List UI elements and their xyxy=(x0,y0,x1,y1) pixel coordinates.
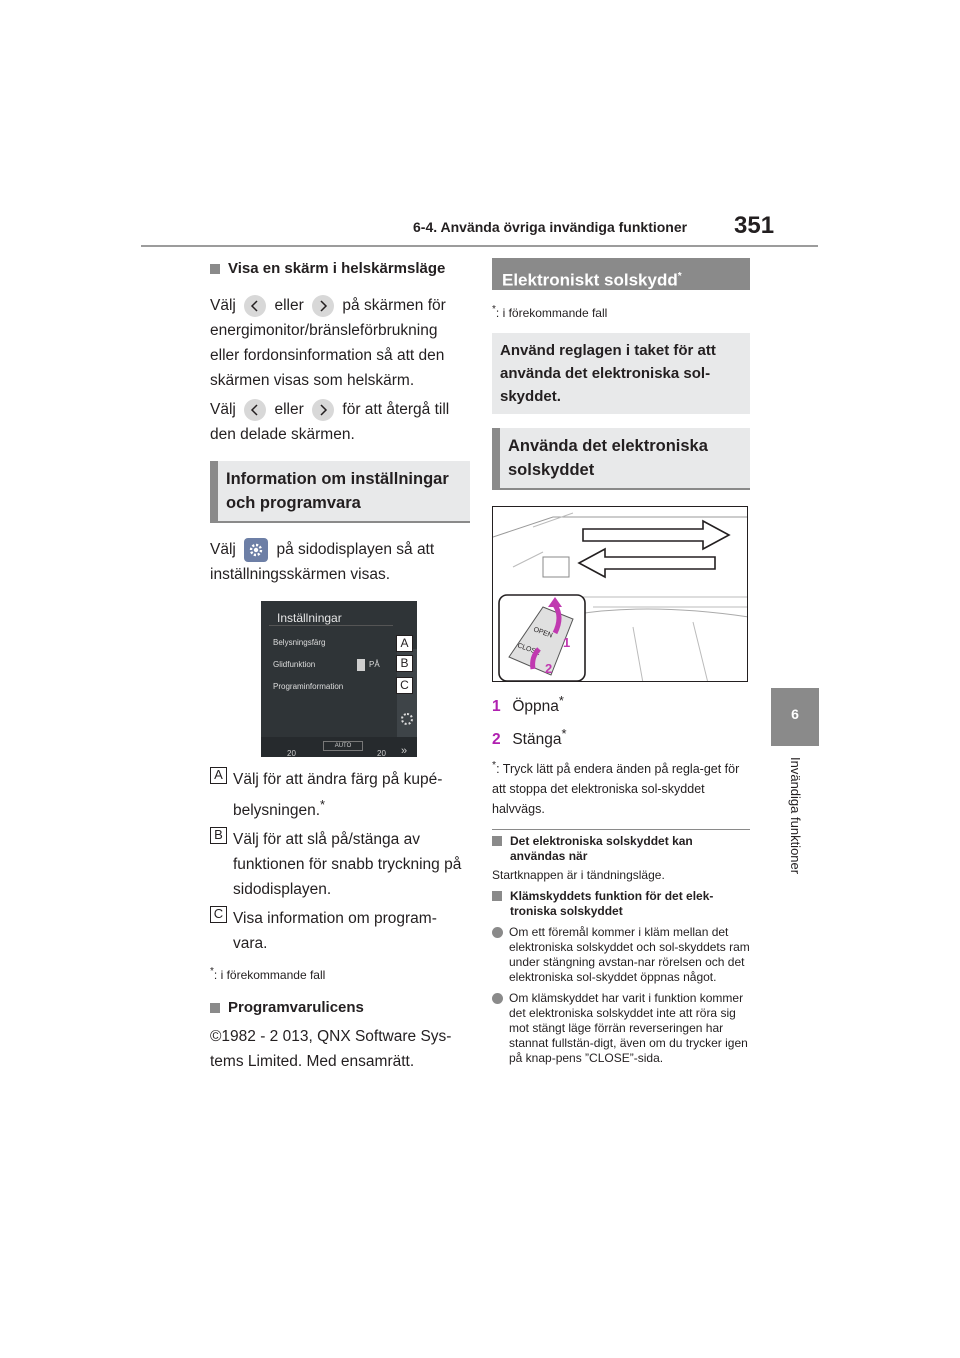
license-heading xyxy=(210,995,470,1020)
cond2-heading: Klämskyddets funktion för det elek-troniska solskyddet xyxy=(510,889,714,919)
step-1-label: Öppna xyxy=(512,698,559,716)
header-divider xyxy=(141,245,818,247)
left-column xyxy=(210,256,470,1074)
text-select: Välj xyxy=(210,541,236,558)
step-2 xyxy=(492,721,750,752)
bullet-2-text: Om klämskyddet har varit i funktion kommer det elektroniska solskyddet inte att röra sig mot stängt läge förrän reverseringen har stannat fullstän-digt, även om du trycker igen på knap-pens ”CLOSE”-sida. xyxy=(509,991,748,1066)
right-footnote xyxy=(492,302,750,321)
letter-box-a: A xyxy=(210,767,227,784)
screen-row-glide-label: Glidfunktion xyxy=(273,660,316,669)
screen-row-glide-value: PÅ xyxy=(369,660,380,669)
asterisk: * xyxy=(561,726,567,742)
return-description: för att återgå till den delade skärmen. xyxy=(210,401,450,443)
license-text: ©1982 - 2 013, QNX Software Sys-tems Limited. Med ensamrätt. xyxy=(210,1028,452,1071)
screen-divider xyxy=(269,625,393,626)
text-or: eller xyxy=(274,401,304,418)
chapter-tab: 6 xyxy=(771,688,819,746)
usage-box: Använd reglagen i taket för att använda det elektroniska sol-skyddet. xyxy=(492,333,750,414)
step-note xyxy=(492,756,750,819)
fullscreen-paragraph-2 xyxy=(210,397,470,447)
cond1-text: Startknappen är i tändningsläge. xyxy=(492,868,665,883)
callout-b: B xyxy=(396,655,413,672)
bullet-1 xyxy=(492,925,750,985)
chevron-right-icon xyxy=(312,295,334,317)
right-footnote-text: : i förekommande fall xyxy=(495,306,608,320)
screen-title: Inställningar xyxy=(277,611,342,625)
text-select: Välj xyxy=(210,297,236,314)
cond1 xyxy=(492,834,750,864)
square-bullet-icon xyxy=(210,264,220,274)
step-2-label: Stänga xyxy=(512,731,562,749)
sunshade-figure xyxy=(492,506,748,682)
settings-description: på sidodisplayen så att inställningsskärmen visas. xyxy=(210,541,435,583)
letter-box-c: C xyxy=(210,906,227,923)
chevron-left-icon xyxy=(244,295,266,317)
double-chevron-icon: » xyxy=(401,745,408,757)
asterisk: * xyxy=(492,760,497,772)
text-select: Välj xyxy=(210,401,236,418)
cond2 xyxy=(492,889,750,919)
asterisk: * xyxy=(558,693,564,708)
section-divider xyxy=(492,829,750,830)
asterisk: * xyxy=(677,271,682,282)
bullet-2 xyxy=(492,991,750,1066)
item-a-body: Välj för att ändra färg på kupé-belysningen. xyxy=(233,771,443,820)
item-a-text xyxy=(233,767,470,823)
screen-row-glide xyxy=(273,657,385,673)
left-footnote xyxy=(210,964,470,983)
square-bullet-icon xyxy=(210,1003,220,1013)
asterisk: * xyxy=(320,797,326,812)
climate-auto: AUTO xyxy=(323,741,363,751)
temp-right: 20 xyxy=(377,749,386,758)
item-b xyxy=(210,827,470,902)
sunshade-banner-text: Elektroniskt solskydd xyxy=(502,270,678,290)
step-1 xyxy=(492,688,750,719)
sunshade-illustration xyxy=(493,507,748,682)
callout-c: C xyxy=(396,677,413,694)
text-or: eller xyxy=(274,297,304,314)
operate-section-heading: Använda det elektroniska solskyddet xyxy=(492,428,750,490)
callout-a: A xyxy=(396,635,413,652)
screen-row-lighting: Belysningsfärg xyxy=(273,638,326,647)
toggle-indicator xyxy=(357,659,365,671)
screen-row-program: Programinformation xyxy=(273,682,344,691)
figure-number-2: 2 xyxy=(545,661,553,676)
asterisk: * xyxy=(210,966,214,978)
circle-bullet-icon xyxy=(492,993,503,1004)
chevron-right-icon xyxy=(312,399,334,421)
square-bullet-icon xyxy=(492,836,502,846)
screen-bottom-bar xyxy=(261,737,417,757)
item-a xyxy=(210,767,470,823)
gear-icon xyxy=(401,713,413,725)
bullet-1-text: Om ett föremål kommer i kläm mellan det elektroniska solskyddet och sol-skyddets ram under stängning avstan-nar rörelsen och det elektroniska sol-skyddet öppnas något. xyxy=(509,925,750,985)
sunshade-banner xyxy=(492,258,750,290)
asterisk: * xyxy=(492,304,496,315)
chevron-left-icon xyxy=(244,399,266,421)
step-1-number: 1 xyxy=(492,698,501,716)
circle-bullet-icon xyxy=(492,927,503,938)
step-2-number: 2 xyxy=(492,731,501,749)
fullscreen-description: på skärmen för energimonitor/bränsleförbrukning eller fordonsinformation så att den skärmen visas som helskärm. xyxy=(210,297,446,389)
fullscreen-heading xyxy=(210,256,470,281)
figure-number-1: 1 xyxy=(563,635,571,650)
figure-open-label: OPEN xyxy=(532,626,554,640)
gear-icon xyxy=(244,538,268,562)
cond1-heading: Det elektroniska solskyddet kan användas när xyxy=(510,834,693,864)
right-column xyxy=(492,258,750,1066)
fullscreen-heading-text: Visa en skärm i helskärmsläge xyxy=(228,260,446,277)
fullscreen-paragraph-1 xyxy=(210,293,470,393)
item-c-text: Visa information om program-vara. xyxy=(233,910,437,953)
figure-close-label: CLOSE xyxy=(516,642,542,657)
square-bullet-icon xyxy=(492,891,502,901)
license-heading-text: Programvarulicens xyxy=(228,999,364,1017)
letter-box-b: B xyxy=(210,827,227,844)
item-b-text: Välj för att slå på/stänga av funktionen för snabb tryckning på sidodisplayen. xyxy=(233,831,462,899)
settings-screen-image xyxy=(261,601,417,757)
left-footnote-text: : i förekommande fall xyxy=(213,968,326,983)
settings-paragraph xyxy=(210,537,470,587)
temp-left: 20 xyxy=(287,749,296,758)
page-number: 351 xyxy=(734,212,775,239)
item-c xyxy=(210,906,470,956)
chapter-label: Invändiga funktioner xyxy=(788,757,803,875)
step-note-text: : Tryck lätt på endera änden på regla-get för att stoppa det elektroniska sol-skyddet halvvägs. xyxy=(492,762,740,817)
info-section-heading: Information om inställningar och programvara xyxy=(210,461,470,523)
page-header-title: 6-4. Använda övriga invändiga funktioner xyxy=(413,219,688,235)
